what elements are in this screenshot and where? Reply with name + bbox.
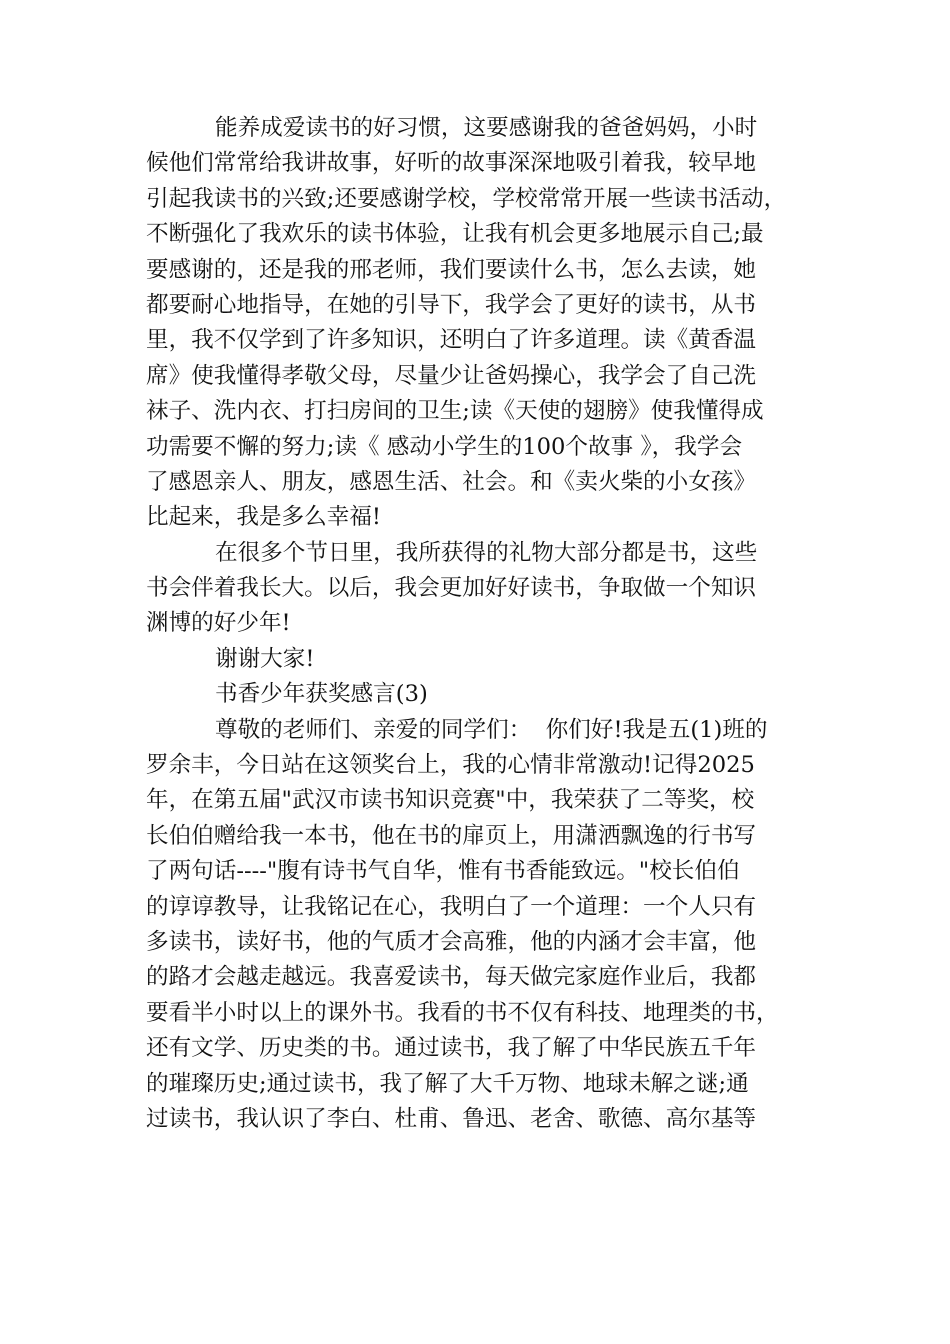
- paragraph-line: 要感谢的，还是我的邢老师，我们要读什么书，怎么去读，她: [146, 256, 757, 283]
- paragraph-line: 要看半小时以上的课外书。我看的书不仅有科技、地理类的书，: [146, 999, 779, 1026]
- paragraph-line: 候他们常常给我讲故事，好听的故事深深地吸引着我，较早地: [146, 150, 757, 177]
- section-heading: 书香少年获奖感言(3): [215, 681, 428, 708]
- paragraph-line: 长伯伯赠给我一本书，他在书的扉页上，用潇洒飘逸的行书写: [146, 822, 757, 849]
- paragraph-line: 多读书，读好书，他的气质才会高雅，他的内涵才会丰富，他: [146, 928, 757, 955]
- paragraph-line: 席》使我懂得孝敬父母，尽量少让爸妈操心，我学会了自己洗: [146, 362, 757, 389]
- paragraph-line: 年，在第五届"武汉市读书知识竞赛"中，我荣获了二等奖，校: [146, 787, 755, 814]
- paragraph-line: 引起我读书的兴致;还要感谢学校，学校常常开展一些读书活动，: [146, 185, 787, 212]
- paragraph-line: 渊博的好少年!: [146, 610, 291, 637]
- paragraph-line: 过读书，我认识了李白、杜甫、鲁迅、老舍、歌德、高尔基等: [146, 1105, 757, 1132]
- paragraph-line: 比起来，我是多么幸福!: [146, 504, 382, 531]
- paragraph-line: 里，我不仅学到了许多知识，还明白了许多道理。读《黄香温: [146, 327, 757, 354]
- paragraph-line: 还有文学、历史类的书。通过读书，我了解了中华民族五千年: [146, 1035, 757, 1062]
- paragraph-line: 的谆谆教导，让我铭记在心，我明白了一个道理：一个人只有: [146, 893, 757, 920]
- paragraph-line: 袜子、洗内衣、打扫房间的卫生;读《天使的翅膀》使我懂得成: [146, 398, 764, 425]
- paragraph-line: 功需要不懈的努力;读《 感动小学生的100个故事 》，我学会: [146, 433, 743, 460]
- paragraph-line: 罗余丰，今日站在这领奖台上，我的心情非常激动!记得2025: [146, 752, 755, 779]
- paragraph-line: 的璀璨历史;通过读书，我了解了大千万物、地球未解之谜;通: [146, 1070, 749, 1097]
- paragraph-line: 不断强化了我欢乐的读书体验，让我有机会更多地展示自己;最: [146, 221, 764, 248]
- salutation-line: 尊敬的老师们、亲爱的同学们： 你们好!我是五(1)班的: [215, 716, 768, 743]
- paragraph-line: 书会伴着我长大。以后，我会更加好好读书，争取做一个知识: [146, 575, 757, 602]
- paragraph-line: 了感恩亲人、朋友，感恩生活、社会。和《卖火柴的小女孩》: [146, 468, 757, 495]
- paragraph-line: 的路才会越走越远。我喜爱读书，每天做完家庭作业后，我都: [146, 964, 757, 991]
- closing-line: 谢谢大家!: [215, 645, 315, 672]
- paragraph-line: 能养成爱读书的好习惯，这要感谢我的爸爸妈妈，小时: [215, 115, 758, 141]
- paragraph-line: 了两句话----"腹有诗书气自华，惟有书香能致远。"校长伯伯: [146, 858, 740, 885]
- body-text: [146, 111, 806, 1137]
- paragraph-line: 都要耐心地指导，在她的引导下，我学会了更好的读书，从书: [146, 291, 757, 318]
- paragraph-line: 在很多个节日里，我所获得的礼物大部分都是书，这些: [215, 539, 758, 566]
